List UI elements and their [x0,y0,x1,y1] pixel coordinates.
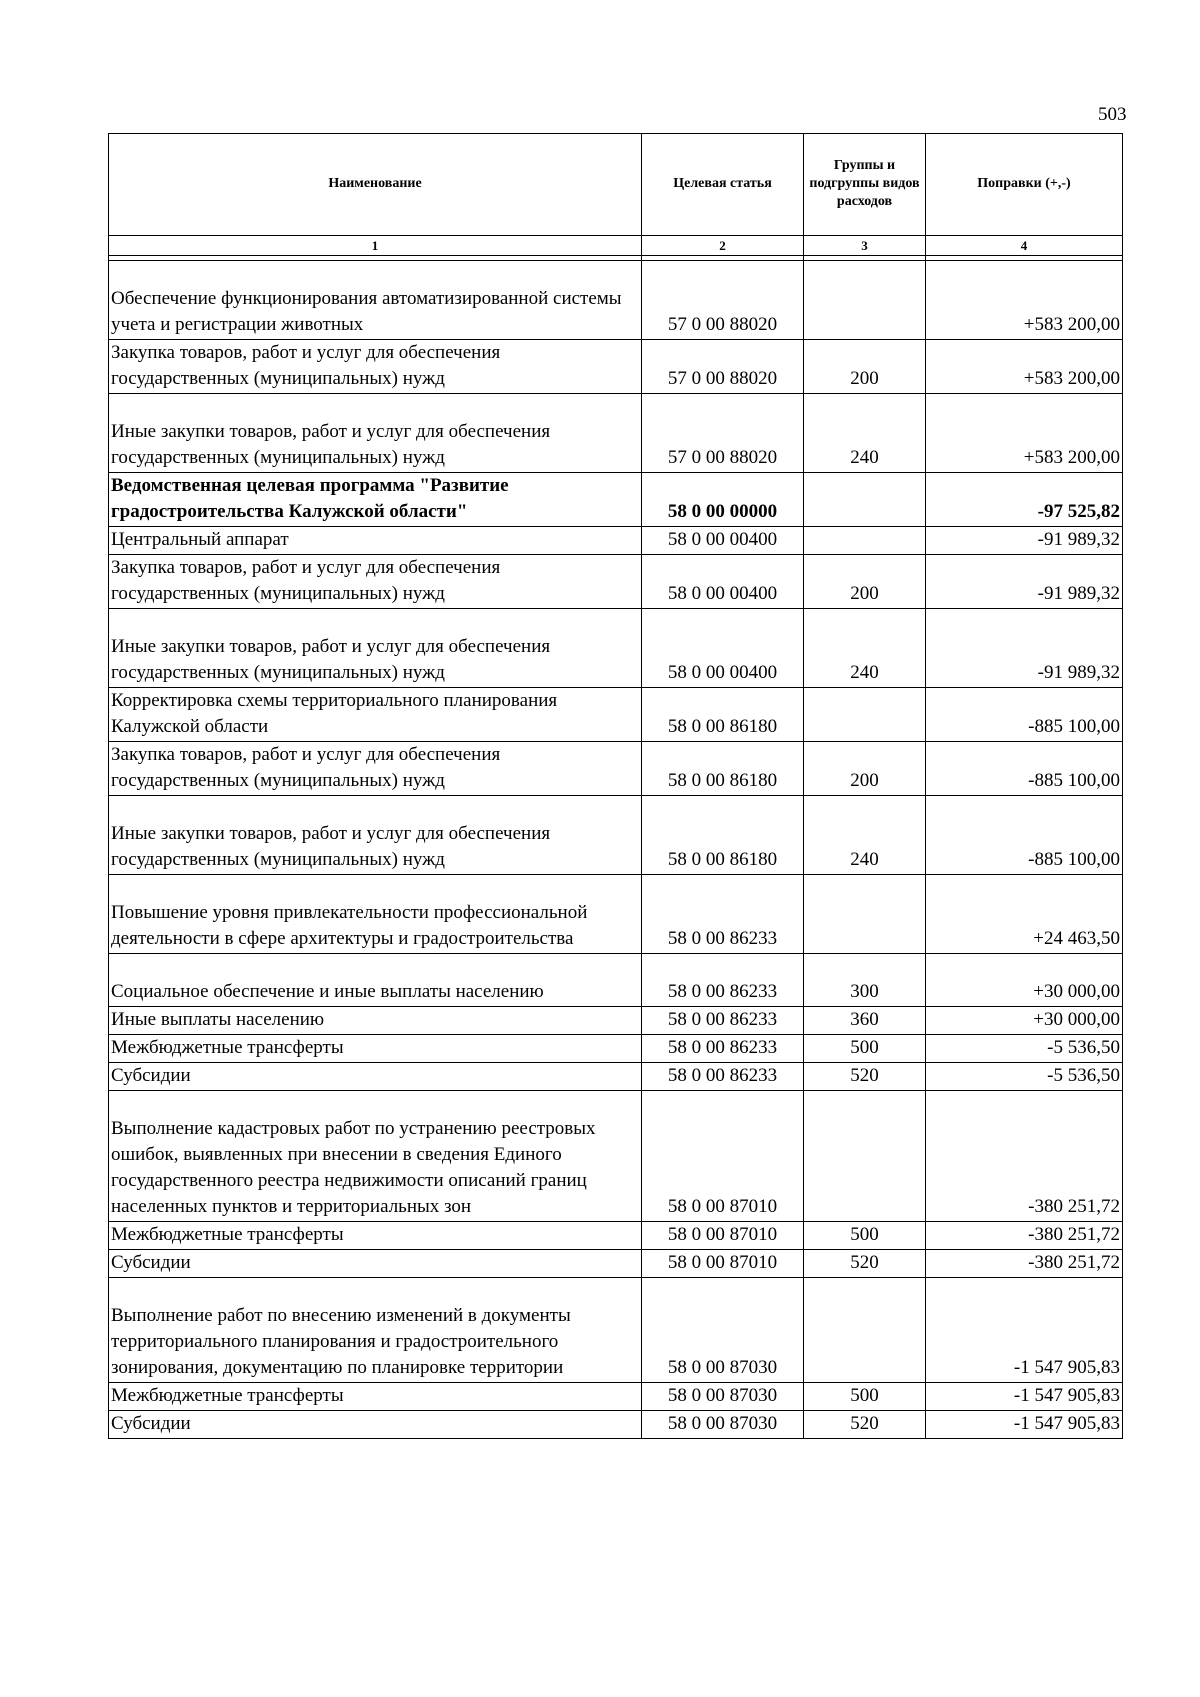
row-target-item: 58 0 00 87010 [642,1250,804,1278]
row-amount: -5 536,50 [926,1063,1123,1091]
table-row [109,261,1123,340]
table-row [109,1222,1123,1250]
row-amount: +30 000,00 [926,1007,1123,1035]
row-name: Социальное обеспечение и иные выплаты населению [109,954,642,1007]
row-name: Повышение уровня привлекательности профессиональной деятельности в сфере архитектуры и градостроительства [109,875,642,954]
row-amount: +583 200,00 [926,261,1123,340]
row-expense-group [804,473,926,527]
row-target-item: 58 0 00 86233 [642,1035,804,1063]
row-amount: +583 200,00 [926,394,1123,473]
table-row [109,555,1123,609]
row-expense-group [804,875,926,954]
row-amount: -380 251,72 [926,1091,1123,1222]
table-row [109,394,1123,473]
row-amount: -91 989,32 [926,609,1123,688]
row-amount: +30 000,00 [926,954,1123,1007]
row-amount: -1 547 905,83 [926,1383,1123,1411]
row-target-item: 57 0 00 88020 [642,394,804,473]
table-row [109,1278,1123,1383]
row-amount: -91 989,32 [926,527,1123,555]
row-name: Субсидии [109,1250,642,1278]
table-row [109,875,1123,954]
row-target-item: 58 0 00 87010 [642,1091,804,1222]
row-amount: -885 100,00 [926,742,1123,796]
column-number: 1 [109,236,642,256]
row-amount: +24 463,50 [926,875,1123,954]
row-target-item: 58 0 00 86233 [642,875,804,954]
table-row [109,340,1123,394]
row-name: Закупка товаров, работ и услуг для обеспечения государственных (муниципальных) нужд [109,742,642,796]
row-name: Субсидии [109,1063,642,1091]
table-row [109,742,1123,796]
column-number: 3 [804,236,926,256]
row-target-item: 58 0 00 87030 [642,1383,804,1411]
row-expense-group: 240 [804,796,926,875]
table-row [109,1091,1123,1222]
row-target-item: 58 0 00 86233 [642,1007,804,1035]
row-amount: -97 525,82 [926,473,1123,527]
row-expense-group [804,261,926,340]
row-expense-group: 520 [804,1250,926,1278]
row-name: Межбюджетные трансферты [109,1035,642,1063]
column-number: 4 [926,236,1123,256]
table-row [109,527,1123,555]
row-expense-group: 200 [804,742,926,796]
row-target-item: 58 0 00 00400 [642,609,804,688]
row-expense-group [804,1091,926,1222]
row-name: Иные закупки товаров, работ и услуг для обеспечения государственных (муниципальных) нужд [109,394,642,473]
row-name: Обеспечение функционирования автоматизированной системы учета и регистрации животных [109,261,642,340]
row-expense-group: 240 [804,609,926,688]
header-name: Наименование [109,134,642,236]
row-amount: +583 200,00 [926,340,1123,394]
row-amount: -885 100,00 [926,688,1123,742]
row-amount: -1 547 905,83 [926,1411,1123,1439]
table-row [109,1250,1123,1278]
row-target-item: 58 0 00 86180 [642,796,804,875]
row-target-item: 58 0 00 87030 [642,1278,804,1383]
row-amount: -5 536,50 [926,1035,1123,1063]
row-expense-group: 240 [804,394,926,473]
budget-amendments-table [108,133,1123,1439]
row-target-item: 58 0 00 00000 [642,473,804,527]
row-name: Закупка товаров, работ и услуг для обеспечения государственных (муниципальных) нужд [109,340,642,394]
row-target-item: 58 0 00 86180 [642,742,804,796]
row-name: Субсидии [109,1411,642,1439]
row-target-item: 58 0 00 00400 [642,555,804,609]
row-target-item: 58 0 00 87030 [642,1411,804,1439]
header-amendments: Поправки (+,-) [926,134,1123,236]
row-name: Межбюджетные трансферты [109,1222,642,1250]
row-name: Иные закупки товаров, работ и услуг для обеспечения государственных (муниципальных) нужд [109,796,642,875]
row-expense-group: 520 [804,1411,926,1439]
row-amount: -380 251,72 [926,1250,1123,1278]
row-expense-group: 500 [804,1383,926,1411]
row-name: Иные выплаты населению [109,1007,642,1035]
row-expense-group: 360 [804,1007,926,1035]
row-expense-group: 200 [804,340,926,394]
row-name: Выполнение работ по внесению изменений в документы территориального планирования и градостроительного зонирования, документацию по планировке территории [109,1278,642,1383]
row-name: Межбюджетные трансферты [109,1383,642,1411]
row-name: Закупка товаров, работ и услуг для обеспечения государственных (муниципальных) нужд [109,555,642,609]
column-number: 2 [642,236,804,256]
row-target-item: 58 0 00 86233 [642,954,804,1007]
row-amount: -91 989,32 [926,555,1123,609]
row-expense-group [804,527,926,555]
row-expense-group [804,1278,926,1383]
row-target-item: 58 0 00 86180 [642,688,804,742]
page-number: 503 [1098,104,1127,125]
row-expense-group: 500 [804,1035,926,1063]
row-amount: -1 547 905,83 [926,1278,1123,1383]
table-row [109,688,1123,742]
table-row [109,473,1123,527]
row-expense-group: 200 [804,555,926,609]
table-row [109,1411,1123,1439]
row-target-item: 58 0 00 87010 [642,1222,804,1250]
table-row [109,1007,1123,1035]
table-row [109,1383,1123,1411]
row-name: Иные закупки товаров, работ и услуг для обеспечения государственных (муниципальных) нужд [109,609,642,688]
row-name: Выполнение кадастровых работ по устранению реестровых ошибок, выявленных при внесении в сведения Единого государственного реестра недвижимости описаний границ населенных пунктов и территориальных зон [109,1091,642,1222]
table-row [109,1035,1123,1063]
row-target-item: 57 0 00 88020 [642,261,804,340]
row-amount: -380 251,72 [926,1222,1123,1250]
table-row [109,796,1123,875]
table-row [109,1063,1123,1091]
row-expense-group [804,688,926,742]
table-row [109,609,1123,688]
row-amount: -885 100,00 [926,796,1123,875]
row-target-item: 58 0 00 86233 [642,1063,804,1091]
row-expense-group: 520 [804,1063,926,1091]
row-target-item: 58 0 00 00400 [642,527,804,555]
header-target-item: Целевая статья [642,134,804,236]
row-expense-group: 300 [804,954,926,1007]
row-target-item: 57 0 00 88020 [642,340,804,394]
table-header [109,134,1123,256]
row-expense-group: 500 [804,1222,926,1250]
header-expense-groups: Группы и подгруппы видов расходов [804,134,926,236]
row-name: Ведомственная целевая программа "Развитие градостроительства Калужской области" [109,473,642,527]
row-name: Центральный аппарат [109,527,642,555]
row-name: Корректировка схемы территориального планирования Калужской области [109,688,642,742]
table-row [109,954,1123,1007]
table-body [109,256,1123,1439]
